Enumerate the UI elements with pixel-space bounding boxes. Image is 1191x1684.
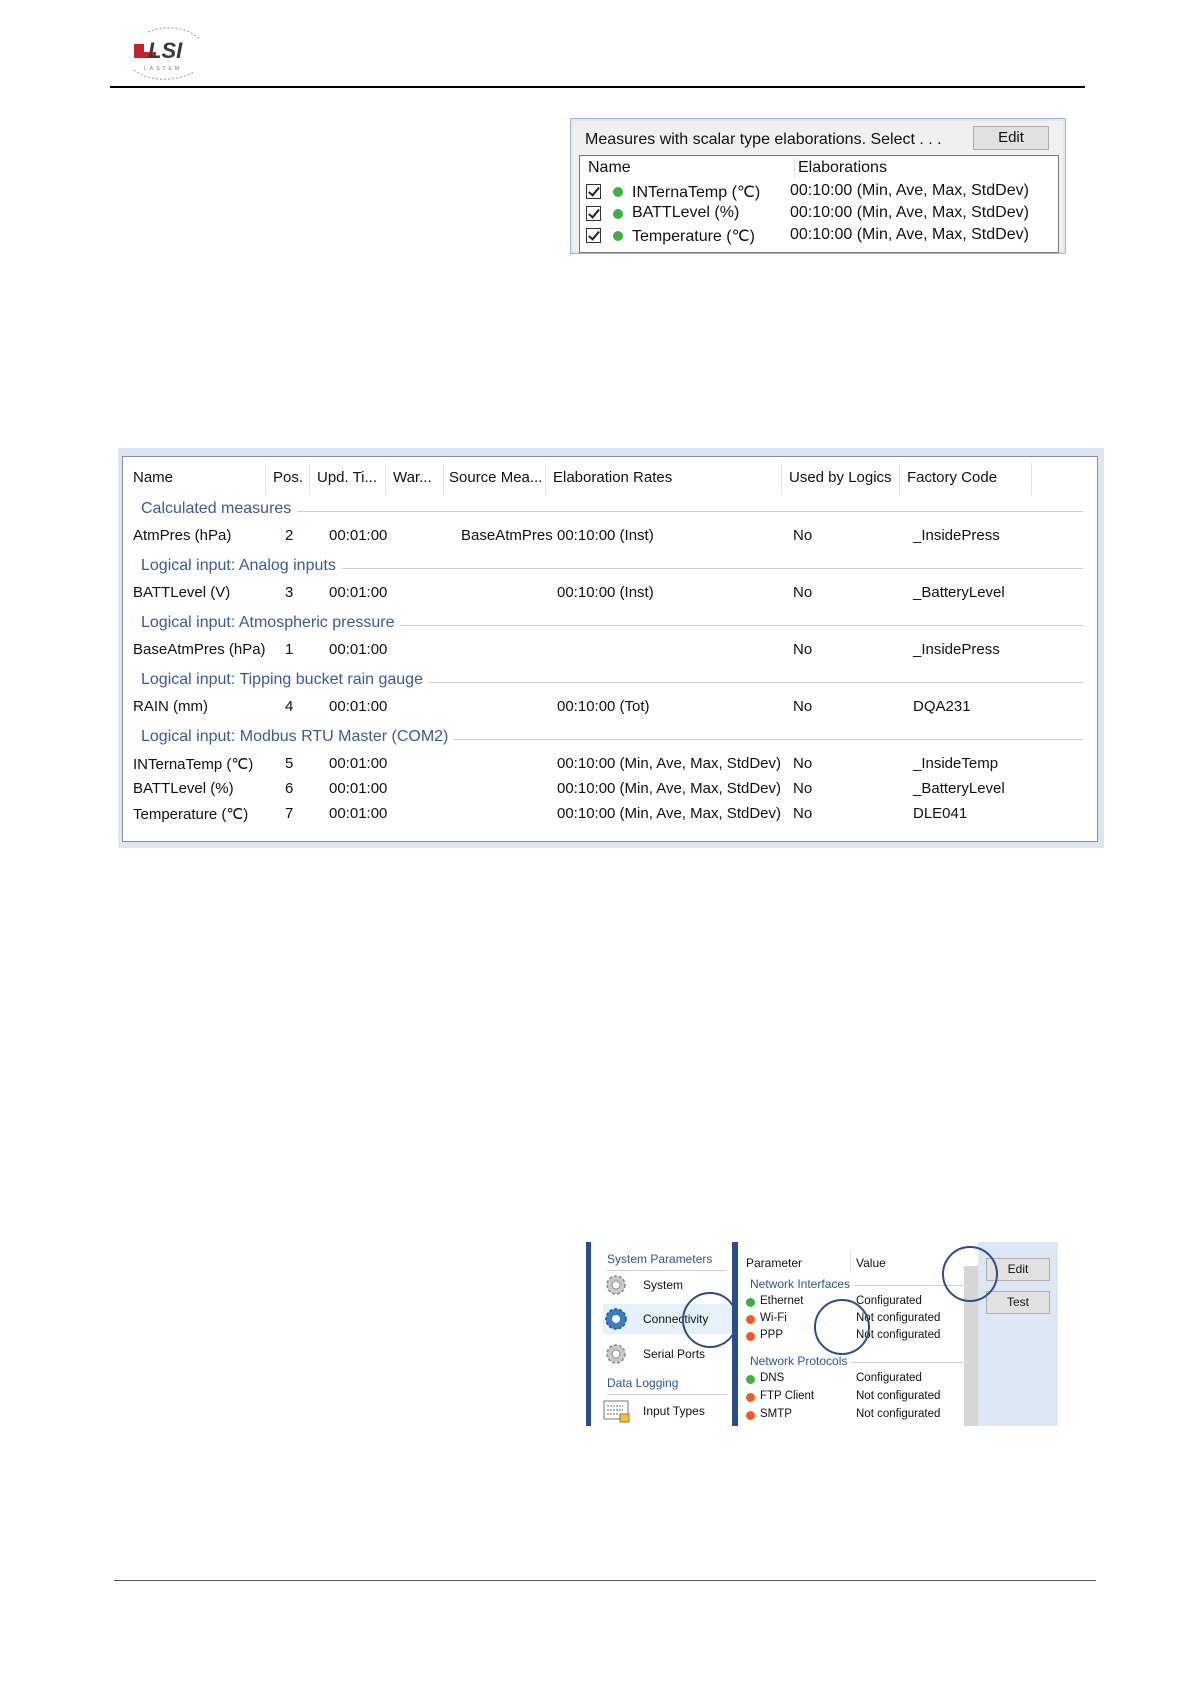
- cell-pos: 4: [285, 698, 294, 715]
- parameter-value: Not configurated: [856, 1312, 941, 1324]
- nav-item-label: Connectivity: [643, 1312, 709, 1326]
- column-separator[interactable]: [1031, 463, 1032, 495]
- status-dot-icon: [613, 209, 623, 219]
- measure-name: INTernaTemp (℃): [632, 184, 761, 201]
- status-dot-icon: [746, 1393, 755, 1402]
- column-separator[interactable]: [265, 463, 266, 495]
- parameter-value: Not configurated: [856, 1408, 941, 1420]
- parameter-value: Not configurated: [856, 1329, 941, 1341]
- logo-text: LSI: [148, 38, 183, 63]
- column-header-used-by-logics[interactable]: Used by Logics: [789, 469, 892, 486]
- cell-pos: 3: [285, 584, 294, 601]
- group-header-network-protocols[interactable]: Network Protocols: [750, 1354, 851, 1368]
- nav-section-system-parameters: System Parameters: [607, 1252, 713, 1266]
- cell-used-by-logics: No: [793, 641, 813, 658]
- parameter-name: FTP Client: [760, 1390, 815, 1402]
- column-header-value[interactable]: Value: [856, 1256, 886, 1270]
- column-separator[interactable]: [545, 463, 546, 495]
- list-item[interactable]: [580, 226, 1058, 248]
- cell-name: AtmPres (hPa): [133, 527, 232, 544]
- edit-button[interactable]: Edit: [986, 1258, 1050, 1281]
- group-header-network-interfaces[interactable]: Network Interfaces: [750, 1277, 854, 1291]
- measure-elaborations: 00:10:00 (Min, Ave, Max, StdDev): [790, 182, 1029, 199]
- parameter-name: Wi-Fi: [760, 1312, 787, 1324]
- list-item[interactable]: [580, 182, 1058, 204]
- measure-elaborations: 00:10:00 (Min, Ave, Max, StdDev): [790, 204, 1029, 221]
- parameter-value: Configurated: [856, 1372, 922, 1384]
- column-header-elaboration-rates[interactable]: Elaboration Rates: [553, 469, 673, 486]
- parameter-value: Configurated: [856, 1295, 922, 1307]
- cell-pos: 6: [285, 780, 294, 797]
- checkbox-checked[interactable]: [586, 206, 601, 221]
- column-separator[interactable]: [899, 463, 900, 495]
- cell-name: BATTLevel (%): [133, 780, 234, 797]
- cell-name: BaseAtmPres (hPa): [133, 641, 266, 658]
- status-dot-icon: [746, 1411, 755, 1420]
- cell-used-by-logics: No: [793, 584, 813, 601]
- nav-section-data-logging: Data Logging: [607, 1376, 679, 1390]
- nav-item-label: Input Types: [643, 1404, 705, 1418]
- cell-elaboration-rates: 00:10:00 (Min, Ave, Max, StdDev): [557, 780, 781, 797]
- cell-factory-code: _InsidePress: [913, 527, 1000, 544]
- measures-list: [579, 155, 1059, 253]
- cell-pos: 7: [285, 805, 294, 822]
- cell-used-by-logics: No: [793, 527, 813, 544]
- cell-update-time: 00:01:00: [329, 780, 388, 797]
- gear-icon: [603, 1341, 631, 1367]
- column-separator[interactable]: [781, 463, 782, 495]
- column-header-factory-code[interactable]: Factory Code: [907, 469, 998, 486]
- cell-elaboration-rates: 00:10:00 (Inst): [557, 527, 654, 544]
- status-dot-icon: [613, 231, 623, 241]
- cell-used-by-logics: No: [793, 780, 813, 797]
- group-header[interactable]: Logical input: Analog inputs: [141, 557, 342, 575]
- cell-used-by-logics: No: [793, 805, 813, 822]
- column-header-update-time[interactable]: Upd. Ti...: [317, 469, 378, 486]
- cell-name: BATTLevel (V): [133, 584, 231, 601]
- status-dot-icon: [613, 187, 623, 197]
- header-rule: [110, 86, 1085, 88]
- cell-factory-code: DLE041: [913, 805, 968, 822]
- cell-pos: 5: [285, 755, 294, 772]
- cell-update-time: 00:01:00: [329, 584, 388, 601]
- parameter-row[interactable]: [738, 1407, 988, 1423]
- measures-table-panel: [118, 448, 1104, 848]
- panel-caption: Measures with scalar type elaborations. Select . . .: [585, 131, 942, 148]
- cell-elaboration-rates: 00:10:00 (Min, Ave, Max, StdDev): [557, 805, 781, 822]
- list-item[interactable]: [580, 204, 1058, 226]
- lsi-logo: [128, 26, 208, 82]
- cell-pos: 1: [285, 641, 294, 658]
- cell-update-time: 00:01:00: [329, 755, 388, 772]
- cell-used-by-logics: No: [793, 755, 813, 772]
- gear-icon: [603, 1306, 631, 1332]
- parameter-row[interactable]: [738, 1389, 988, 1405]
- cell-used-by-logics: No: [793, 698, 813, 715]
- cell-source-measure: BaseAtmPres: [461, 527, 553, 544]
- nav-item-input-types[interactable]: [603, 1396, 733, 1426]
- cell-factory-code: _BatteryLevel: [913, 584, 1005, 601]
- highlight-circle: [814, 1299, 870, 1355]
- parameter-value: Not configurated: [856, 1390, 941, 1402]
- cell-update-time: 00:01:00: [329, 698, 388, 715]
- parameter-name: PPP: [760, 1329, 784, 1341]
- gear-icon: [603, 1272, 631, 1298]
- column-header-source-measure[interactable]: Source Mea...: [449, 469, 543, 486]
- group-header[interactable]: Logical input: Modbus RTU Master (COM2): [141, 728, 454, 746]
- edit-button[interactable]: Edit: [973, 126, 1049, 150]
- cell-elaboration-rates: 00:10:00 (Inst): [557, 584, 654, 601]
- status-dot-icon: [746, 1375, 755, 1384]
- column-header-name[interactable]: Name: [133, 469, 174, 486]
- cell-name: Temperature (℃): [133, 806, 249, 823]
- parameter-name: SMTP: [760, 1408, 792, 1420]
- nav-divider: [607, 1394, 727, 1395]
- column-separator[interactable]: [385, 463, 386, 495]
- cell-update-time: 00:01:00: [329, 527, 388, 544]
- measure-name: Temperature (℃): [632, 228, 755, 245]
- group-header[interactable]: Logical input: Atmospheric pressure: [141, 614, 400, 632]
- logo-subtext: LASTEM: [144, 66, 183, 72]
- footer-rule: [114, 1580, 1096, 1581]
- cell-update-time: 00:01:00: [329, 641, 388, 658]
- binary-data-icon: [603, 1398, 631, 1424]
- test-button[interactable]: Test: [986, 1291, 1050, 1314]
- column-header-parameter[interactable]: Parameter: [746, 1256, 803, 1270]
- status-dot-icon: [746, 1315, 755, 1324]
- parameter-row[interactable]: [738, 1371, 988, 1387]
- measure-elaborations: 00:10:00 (Min, Ave, Max, StdDev): [790, 226, 1029, 243]
- cell-factory-code: _InsideTemp: [913, 755, 999, 772]
- checkbox-checked[interactable]: [586, 184, 601, 199]
- status-dot-icon: [746, 1298, 755, 1307]
- scalar-elaborations-panel: [570, 118, 1066, 254]
- column-separator[interactable]: [443, 463, 444, 495]
- cell-elaboration-rates: 00:10:00 (Tot): [557, 698, 650, 715]
- cell-factory-code: _InsidePress: [913, 641, 1000, 658]
- measure-name: BATTLevel (%): [632, 204, 740, 221]
- highlight-circle: [942, 1246, 998, 1302]
- connectivity-panel: [586, 1242, 1058, 1426]
- column-header-pos[interactable]: Pos.: [273, 469, 304, 486]
- group-header[interactable]: Logical input: Tipping bucket rain gauge: [141, 671, 429, 689]
- nav-item-label: System: [643, 1278, 684, 1292]
- checkbox-checked[interactable]: [586, 228, 601, 243]
- column-header-elaborations[interactable]: Elaborations: [798, 159, 887, 176]
- column-header-name[interactable]: Name: [588, 159, 631, 176]
- cell-update-time: 00:01:00: [329, 805, 388, 822]
- group-header[interactable]: Calculated measures: [141, 500, 297, 518]
- column-separator[interactable]: [850, 1250, 851, 1272]
- parameter-name: DNS: [760, 1372, 785, 1384]
- column-header-warning[interactable]: War...: [393, 469, 432, 486]
- cell-name: INTernaTemp (℃): [133, 756, 254, 773]
- cell-elaboration-rates: 00:10:00 (Min, Ave, Max, StdDev): [557, 755, 781, 772]
- cell-pos: 2: [285, 527, 294, 544]
- cell-factory-code: DQA231: [913, 698, 971, 715]
- cell-factory-code: _BatteryLevel: [913, 780, 1005, 797]
- measures-table: [122, 456, 1098, 842]
- cell-name: RAIN (mm): [133, 698, 208, 715]
- column-separator[interactable]: [794, 158, 795, 178]
- highlight-circle: [682, 1292, 738, 1348]
- parameter-name: Ethernet: [760, 1295, 804, 1307]
- column-separator[interactable]: [309, 463, 310, 495]
- nav-item-label: Serial Ports: [643, 1347, 706, 1361]
- status-dot-icon: [746, 1332, 755, 1341]
